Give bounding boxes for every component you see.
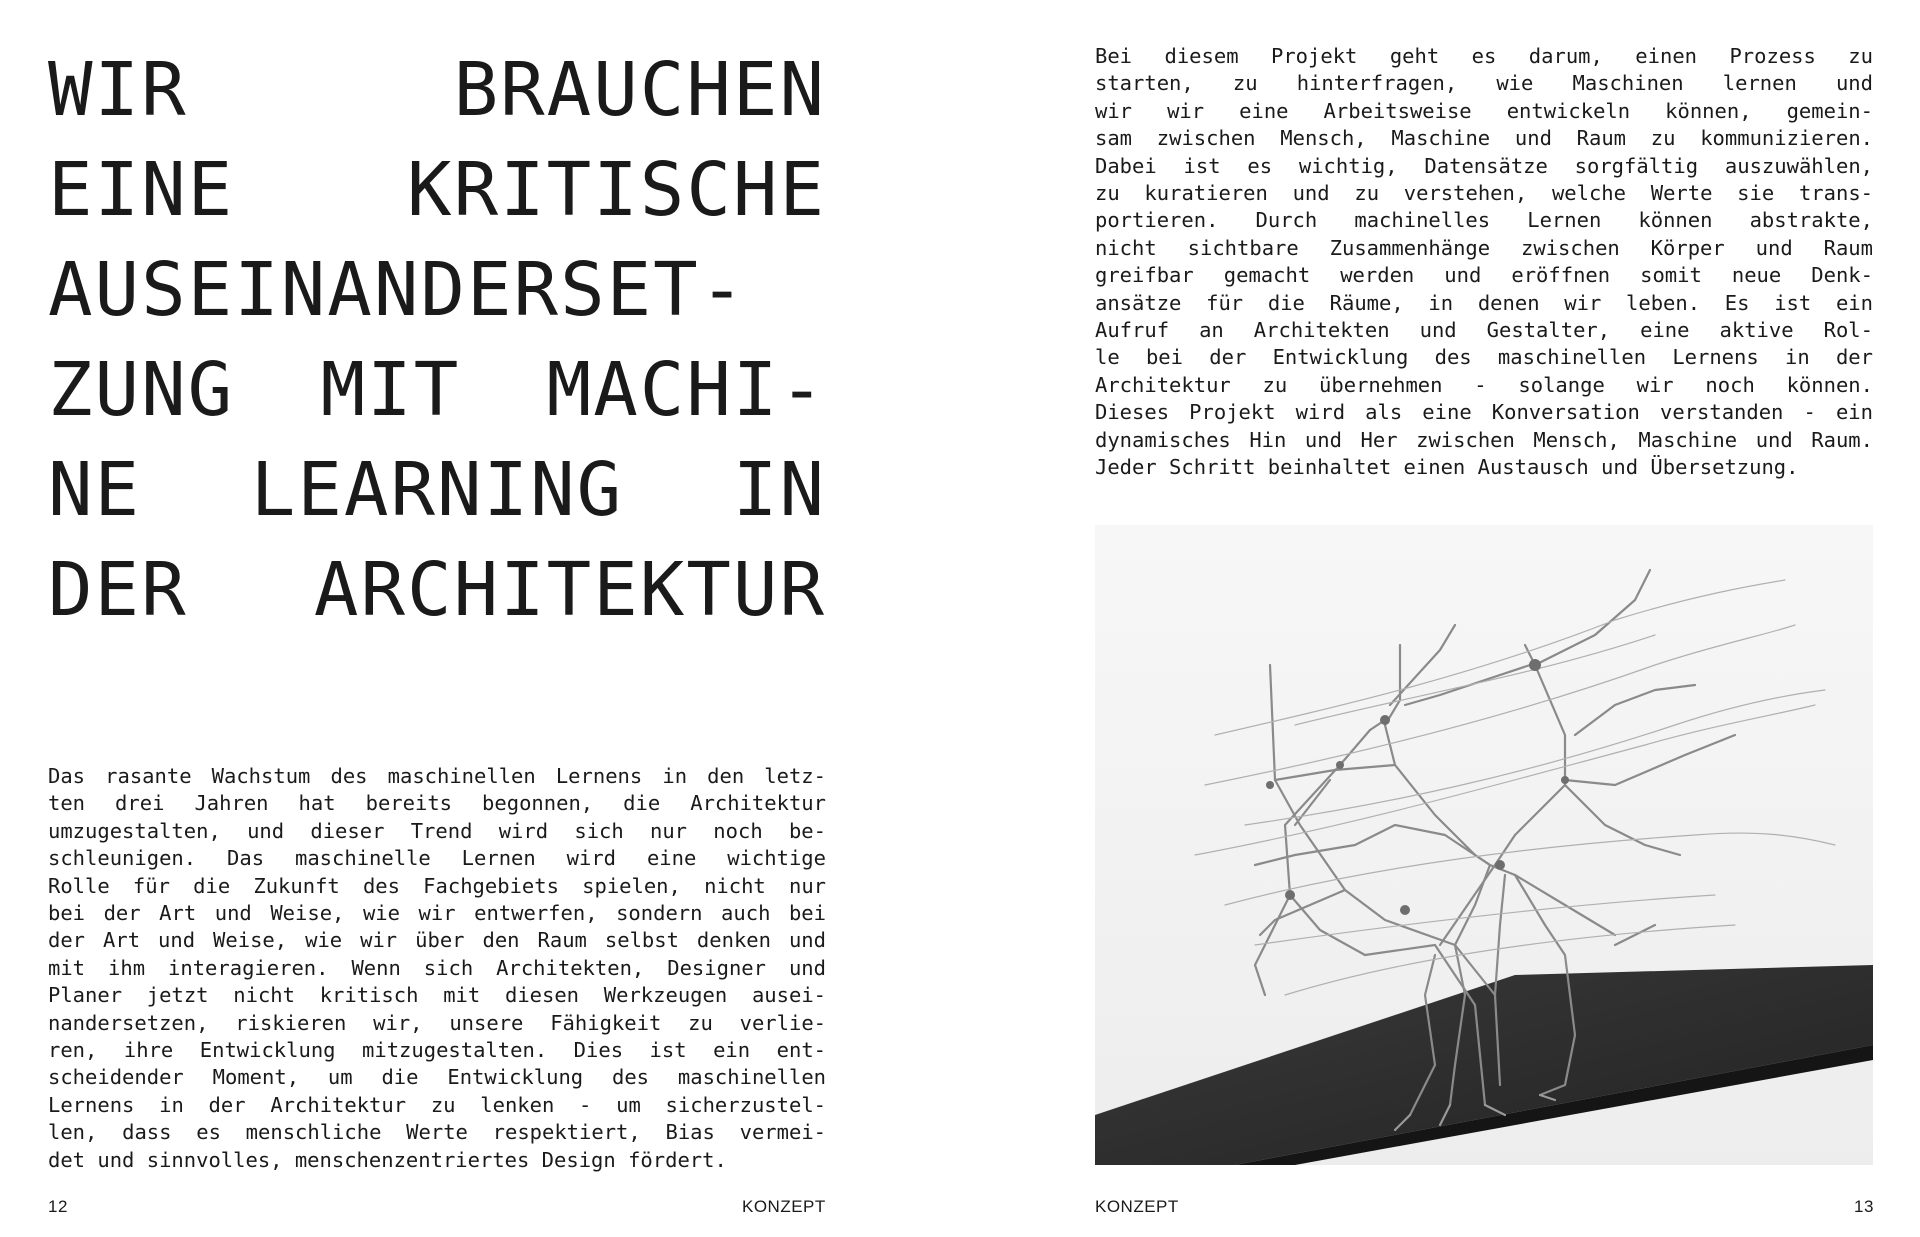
- body-line: Aufruf an Architekten und Gestalter, eine aktive Rol-: [1095, 318, 1873, 343]
- left-body-text: [48, 763, 826, 1174]
- right-body-text: [1095, 43, 1873, 482]
- body-line: Lernens in der Architektur zu lenken - um sicherzustel-: [48, 1092, 826, 1117]
- body-line: der Art und Weise, wie wir über den Raum selbst denken und: [48, 928, 826, 953]
- headline-line: EINE KRITISCHE: [48, 147, 826, 233]
- wire-sculpture-photo: [1095, 525, 1873, 1165]
- body-line: Architektur zu übernehmen - solange wir noch können.: [1095, 372, 1873, 397]
- body-line: det und sinnvolles, menschenzentriertes Design fördert.: [48, 1147, 727, 1172]
- body-line: Jeder Schritt beinhaltet einen Austausch und Übersetzung.: [1095, 455, 1799, 480]
- body-line: greifbar gemacht werden und eröffnen somit neue Denk-: [1095, 263, 1873, 288]
- headline: [48, 40, 826, 640]
- body-line: Dabei ist es wichtig, Datensätze sorgfältig auszuwählen,: [1095, 153, 1873, 178]
- body-line: scheidender Moment, um die Entwicklung des maschinellen: [48, 1065, 826, 1090]
- headline-line: AUSEINANDERSET-: [48, 247, 747, 333]
- body-line: umzugestalten, und dieser Trend wird sich nur noch be-: [48, 818, 826, 843]
- body-line: sam zwischen Mensch, Maschine und Raum zu kommunizieren.: [1095, 126, 1873, 151]
- body-line: len, dass es menschliche Werte respektiert, Bias vermei-: [48, 1120, 826, 1145]
- page-number: 12: [48, 1197, 68, 1216]
- body-line: nandersetzen, riskieren wir, unsere Fähigkeit zu verlie-: [48, 1010, 826, 1035]
- headline-line: ZUNG MIT MACHI-: [48, 347, 826, 433]
- body-line: Planer jetzt nicht kritisch mit diesen Werkzeugen ausei-: [48, 983, 826, 1008]
- body-line: portieren. Durch machinelles Lernen können abstrakte,: [1095, 208, 1873, 233]
- right-page: [960, 0, 1920, 1237]
- page-number: 13: [1854, 1197, 1874, 1216]
- body-line: Rolle für die Zukunft des Fachgebiets spielen, nicht nur: [48, 873, 826, 898]
- body-line: ren, ihre Entwicklung mitzugestalten. Dies ist ein ent-: [48, 1038, 826, 1063]
- body-line: dynamisches Hin und Her zwischen Mensch, Maschine und Raum.: [1095, 427, 1873, 452]
- headline-line: DER ARCHITEKTUR: [48, 547, 826, 633]
- body-line: starten, zu hinterfragen, wie Maschinen lernen und: [1095, 71, 1873, 96]
- wire-sculpture-illustration: [1095, 525, 1873, 1165]
- body-line: Das rasante Wachstum des maschinellen Lernens in den letz-: [48, 764, 826, 788]
- body-line: ansätze für die Räume, in denen wir leben. Es ist ein: [1095, 290, 1873, 315]
- headline-line: WIR BRAUCHEN: [48, 47, 826, 133]
- section-label: KONZEPT: [1095, 1197, 1179, 1216]
- body-line: zu kuratieren und zu verstehen, welche Werte sie trans-: [1095, 181, 1873, 206]
- body-line: mit ihm interagieren. Wenn sich Architekten, Designer und: [48, 955, 826, 980]
- body-line: le bei der Entwicklung des maschinellen Lernens in der: [1095, 345, 1873, 370]
- body-line: ten drei Jahren hat bereits begonnen, die Architektur: [48, 791, 826, 816]
- section-label: KONZEPT: [742, 1197, 826, 1216]
- body-line: wir wir eine Arbeitsweise entwickeln können, gemein-: [1095, 98, 1873, 123]
- body-line: Dieses Projekt wird als eine Konversation verstanden - ein: [1095, 400, 1873, 425]
- body-line: bei der Art und Weise, wie wir entwerfen, sondern auch bei: [48, 901, 826, 926]
- body-line: nicht sichtbare Zusammenhänge zwischen Körper und Raum: [1095, 235, 1873, 260]
- body-line: schleunigen. Das maschinelle Lernen wird eine wichtige: [48, 846, 826, 871]
- body-line: Bei diesem Projekt geht es darum, einen Prozess zu: [1095, 44, 1873, 68]
- headline-line: NE LEARNING IN: [48, 447, 826, 533]
